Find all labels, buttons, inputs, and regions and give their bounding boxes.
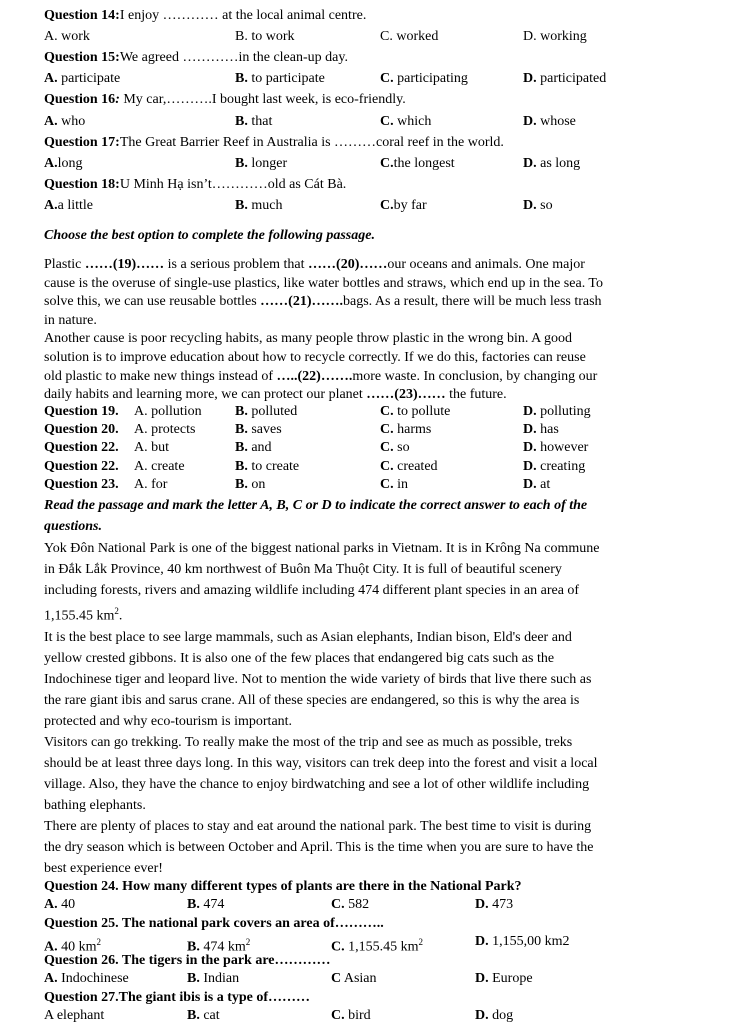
option-text: by far <box>393 198 427 213</box>
question-number: Question 20. <box>44 422 119 437</box>
option-letter: D. <box>523 156 537 171</box>
option-text: that <box>247 114 273 129</box>
option-letter: D. <box>523 114 537 129</box>
option-c[interactable] <box>380 198 427 214</box>
option-d[interactable]: D. creating <box>523 459 586 474</box>
question-number: Question 22. <box>44 440 119 455</box>
option-d[interactable]: D. however <box>523 440 589 455</box>
option-letter: C. <box>380 198 394 213</box>
cloze-line: solve this, we can use reusable bottles ……(21)…….bags. As a result, there will be much less trash <box>44 294 602 310</box>
option-a[interactable] <box>44 71 120 87</box>
option-b[interactable] <box>235 198 282 214</box>
option-letter: A. <box>44 156 58 171</box>
option-d[interactable] <box>523 71 606 87</box>
question-text: We agreed …………in the clean-up day. <box>119 50 348 65</box>
option-text: longer <box>247 156 288 171</box>
option-b[interactable]: B. 474 <box>187 897 225 912</box>
question-number: Question 15: <box>44 50 120 65</box>
option-text: whose <box>536 114 576 129</box>
option-c[interactable]: C. to pollute <box>380 404 451 419</box>
passage-line: Yok Đôn National Park is one of the biggest national parks in Vietnam. It is in Krông Na commune <box>44 541 600 556</box>
option-letter: A. <box>44 71 58 86</box>
cloze-line: daily habits and learning more, we can protect our planet ……(23)…… the future. <box>44 387 507 403</box>
option-letter: B. <box>235 156 248 171</box>
option-letter: B. <box>235 114 248 129</box>
question-text: I enjoy ………… at the local animal centre. <box>119 8 367 23</box>
reading-passage <box>44 538 685 879</box>
blank-21: ……(21)……. <box>260 294 343 310</box>
option-b[interactable]: B. Indian <box>187 971 240 986</box>
option-b[interactable]: B. on <box>235 477 266 492</box>
option-a[interactable]: A. Indochinese <box>44 971 129 986</box>
option-b[interactable] <box>235 71 325 87</box>
passage-line: the rare giant ibis and sarus crane. All of these species are endangered, so this is why the area is <box>44 692 580 708</box>
option-c[interactable]: C. 1,155.45 $km^2$ <box>331 937 424 955</box>
option-c[interactable]: C. created <box>380 459 438 474</box>
option-d[interactable] <box>523 156 580 172</box>
option-text: a little <box>57 198 94 213</box>
passage-line: village. Also, they have the chance to enjoy birdwatching and see a lot of other wildlife including <box>44 776 590 792</box>
option-letter: D. <box>523 198 537 213</box>
option-d[interactable] <box>523 29 587 45</box>
blank-20: ……(20)…… <box>308 257 388 272</box>
passage-line: It is the best place to see large mammals, such as Asian elephants, Indian bison, Eld's deer and <box>44 629 572 645</box>
option-text: participating <box>393 71 468 86</box>
option-text: much <box>247 198 283 213</box>
option-letter: D. <box>523 29 537 44</box>
option-d[interactable]: D. has <box>523 422 559 437</box>
option-c[interactable]: C. so <box>380 440 410 455</box>
blank-22: …..(22)……. <box>276 368 353 384</box>
question-number: Question 17: <box>44 135 120 150</box>
cloze-line: in nature. <box>44 312 97 328</box>
passage-line: Visitors can go trekking. To really make the most of the trip and see as much as possible, treks <box>44 734 573 750</box>
option-b[interactable] <box>235 156 287 172</box>
option-text: worked <box>392 29 439 44</box>
option-a[interactable]: A. 40 $km^2$ <box>44 937 102 955</box>
question-26-stem: Question 26. The tigers in the park are………… <box>44 953 331 968</box>
option-a[interactable]: A. create <box>134 459 185 474</box>
option-text: so <box>536 198 553 213</box>
cloze-line: old plastic to make new things instead of …..(22)…….more waste. In conclusion, by changing our <box>44 368 598 384</box>
passage-line: Indochinese tiger and leopard live. Not to mention the wide variety of birds that live there such as <box>44 671 592 687</box>
option-letter: A. <box>44 114 58 129</box>
cloze-passage <box>44 256 685 405</box>
passage-line: 1,155.45 $km^2$. <box>44 606 123 624</box>
option-text: participate <box>57 71 121 86</box>
option-letter: B. <box>235 29 248 44</box>
question-16-stem <box>44 92 406 108</box>
option-d[interactable]: D. 473 <box>475 897 514 912</box>
question-15-stem <box>44 50 348 66</box>
option-text: which <box>393 114 432 129</box>
option-d[interactable] <box>523 198 553 214</box>
section-heading-reading-cont: questions. <box>44 519 102 534</box>
passage-line: in Đắk Lắk Province, 40 km northwest of Buôn Ma Thuột City. It is full of beautiful scenery <box>44 562 562 577</box>
question-17-stem <box>44 135 504 151</box>
option-d[interactable] <box>523 114 576 130</box>
cloze-line: Plastic ……(19)…… is a serious problem that ……(20)……our oceans and animals. One major <box>44 257 585 272</box>
question-14-stem <box>44 8 366 24</box>
option-a[interactable]: A elephant <box>44 1008 105 1023</box>
option-b[interactable]: B. polluted <box>235 404 298 419</box>
question-number: Question 18: <box>44 177 120 192</box>
option-c[interactable]: C. harms <box>380 422 432 437</box>
question-number: Question 22. <box>44 459 119 474</box>
option-b[interactable]: B. saves <box>235 422 282 437</box>
option-c[interactable] <box>380 156 455 172</box>
question-18-stem <box>44 177 346 193</box>
option-c[interactable]: C. bird <box>331 1008 371 1023</box>
question-text: The Great Barrier Reef in Australia is ………coral reef in the world. <box>119 135 504 150</box>
cloze-line: cause is the overuse of single-use plastics, like water bottles and straws, which end up in the sea. To <box>44 275 604 291</box>
option-text: as long <box>536 156 581 171</box>
passage-line: bathing elephants. <box>44 797 146 813</box>
section-heading-cloze: Choose the best option to complete the following passage. <box>44 228 375 243</box>
option-letter: C. <box>380 29 393 44</box>
question-number: Question 19. <box>44 404 119 419</box>
cloze-line: Another cause is poor recycling habits, as many people throw plastic in the wrong bin. A good <box>44 331 573 347</box>
option-c[interactable]: C Asian <box>331 971 377 986</box>
passage-line: There are plenty of places to stay and eat around the national park. The best time to visit is during <box>44 818 592 834</box>
option-c[interactable] <box>380 71 468 87</box>
option-c[interactable] <box>380 29 438 45</box>
option-d[interactable]: D. polluting <box>523 404 591 419</box>
option-a[interactable]: A. for <box>134 477 168 492</box>
option-text: working <box>536 29 587 44</box>
passage-line: should be at least three days long. In this way, visitors can trek deep into the forest and visit a local <box>44 755 598 771</box>
option-letter: C. <box>380 114 394 129</box>
question-colon: : <box>115 92 120 107</box>
option-c[interactable]: C. in <box>380 477 409 492</box>
option-a[interactable] <box>44 114 85 130</box>
passage-line: protected and why eco-tourism is important. <box>44 713 293 729</box>
option-c[interactable]: C. 582 <box>331 897 370 912</box>
question-number: Question 23. <box>44 477 119 492</box>
option-a[interactable]: A. 40 <box>44 897 76 912</box>
option-text: work <box>57 29 90 44</box>
option-letter: B. <box>235 71 248 86</box>
option-letter: C. <box>380 71 394 86</box>
option-b[interactable]: B. and <box>235 440 272 455</box>
option-b[interactable] <box>235 114 272 130</box>
passage-line: the dry season which is between October and April. This is the time when you are sure to have the <box>44 839 594 855</box>
option-a[interactable] <box>44 198 93 214</box>
question-25-stem: Question 25. The national park covers an area of……….. <box>44 916 384 931</box>
option-a[interactable] <box>44 156 83 172</box>
option-d[interactable]: D. 1,155,00 km2 <box>475 934 570 949</box>
option-d[interactable]: D. at <box>523 477 551 492</box>
option-letter: B. <box>235 198 248 213</box>
question-24-stem: Question 24. How many different types of plants are there in the National Park? <box>44 879 522 894</box>
question-number: Question 14: <box>44 8 120 23</box>
option-b[interactable]: B. cat <box>187 1008 220 1023</box>
question-27-stem: Question 27.The giant ibis is a type of……… <box>44 990 311 1005</box>
passage-line: yellow crested gibbons. It is also one of the few places that endangered big cats such as the <box>44 650 555 666</box>
blank-23: ……(23)…… <box>366 387 446 403</box>
option-text: the longest <box>393 156 455 171</box>
option-text: participated <box>536 71 607 86</box>
question-text: My car,……….I bought last week, is eco-friendly. <box>119 92 406 107</box>
question-text: U Minh Hạ isn’t…………old as Cát Bà. <box>119 177 347 192</box>
question-number: Question 16 <box>44 92 116 107</box>
option-letter: A. <box>44 29 58 44</box>
option-text: to work <box>247 29 295 44</box>
passage-line: including forests, rivers and amazing wildlife including 474 different plant species in an area of <box>44 583 580 598</box>
option-letter: C. <box>380 156 394 171</box>
option-b[interactable]: B. to create <box>235 459 300 474</box>
option-b[interactable] <box>235 29 295 45</box>
option-d[interactable]: D. Europe <box>475 971 533 986</box>
option-letter: D. <box>523 71 537 86</box>
option-a[interactable]: A. protects <box>134 422 196 437</box>
option-c[interactable] <box>380 114 431 130</box>
option-a[interactable]: A. pollution <box>134 404 202 419</box>
option-d[interactable]: D. dog <box>475 1008 514 1023</box>
option-text: who <box>57 114 86 129</box>
option-a[interactable]: A. but <box>134 440 170 455</box>
option-text: to participate <box>247 71 325 86</box>
blank-19: ……(19)…… <box>84 257 165 272</box>
option-letter: A. <box>44 198 58 213</box>
option-b[interactable]: B. 474 $km^2$ <box>187 937 251 955</box>
passage-line: best experience ever! <box>44 860 163 876</box>
option-text: long <box>57 156 83 171</box>
cloze-line: solution is to improve education about how to recycle correctly. If we do this, factories can reuse <box>44 349 586 365</box>
option-a[interactable] <box>44 29 90 45</box>
section-heading-reading: Read the passage and mark the letter A, B, C or D to indicate the correct answer to each of the <box>44 498 588 513</box>
